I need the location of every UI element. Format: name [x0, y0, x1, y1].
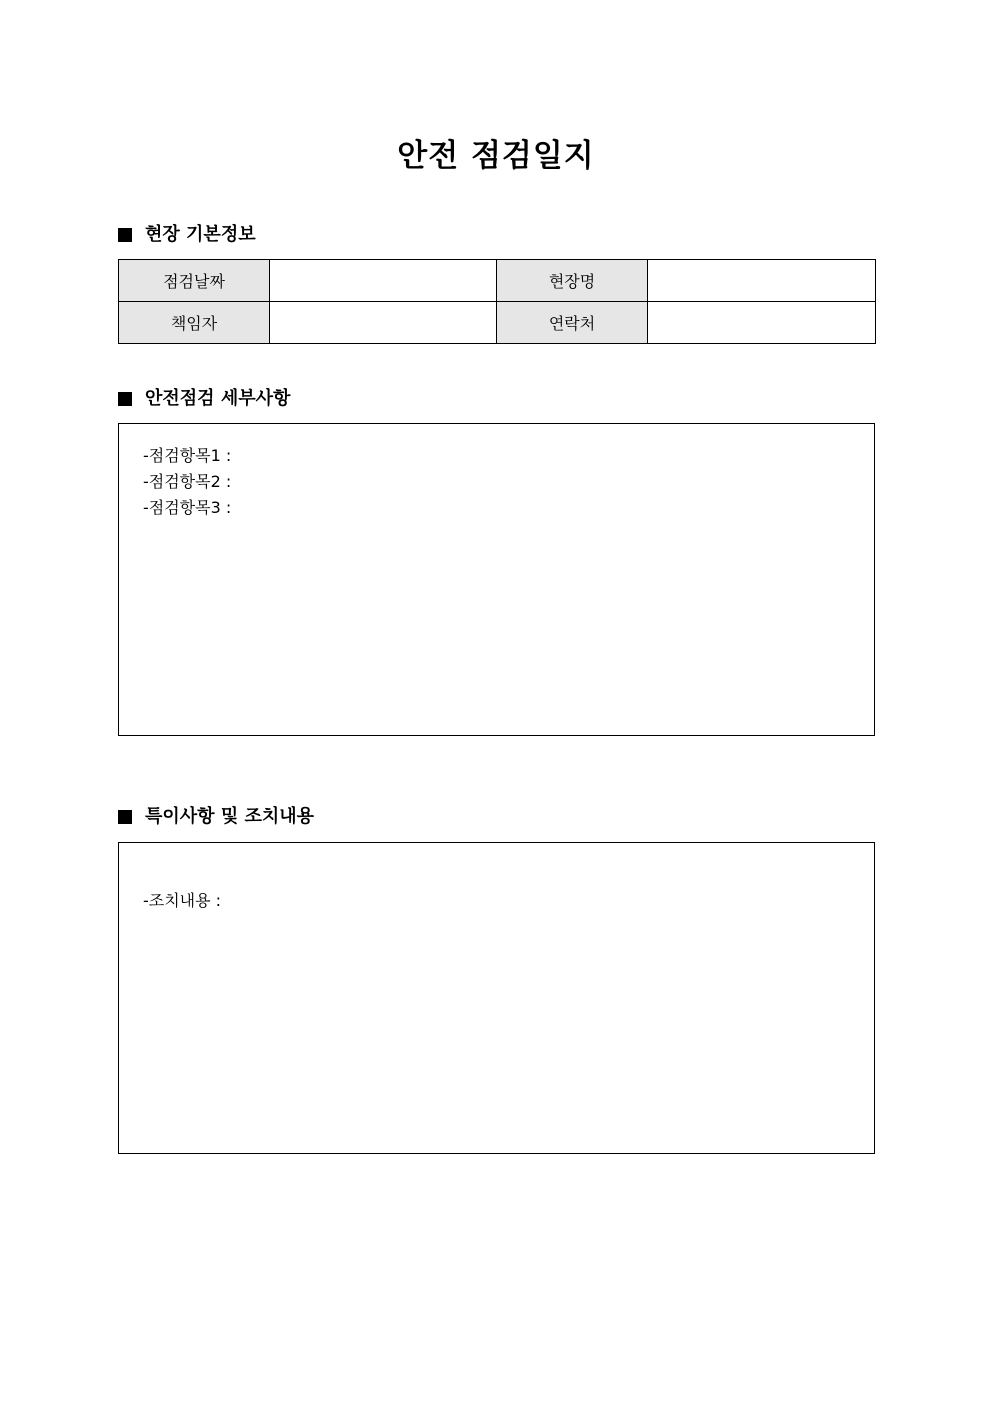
site-name-label: 현장명 [497, 260, 648, 302]
inspection-details-box[interactable] [118, 423, 875, 736]
table-row [119, 260, 876, 302]
manager-label: 책임자 [119, 302, 270, 344]
section-heading-inspection-details [118, 386, 290, 412]
inspection-item-2: -점검항목2 : [143, 472, 232, 491]
page-title: 안전 점검일지 [397, 138, 595, 174]
site-name-value[interactable] [648, 260, 876, 302]
section-heading-inspection-details-label: 안전점검 세부사항 [145, 388, 291, 409]
manager-value[interactable] [270, 302, 497, 344]
action-content-line: -조치내용 : [143, 891, 222, 910]
contact-value[interactable] [648, 302, 876, 344]
square-bullet-icon [118, 228, 132, 242]
contact-label: 연락처 [497, 302, 648, 344]
section-heading-notes-actions-label: 특이사항 및 조치내용 [145, 806, 315, 827]
section-heading-basic-info [118, 222, 256, 248]
square-bullet-icon [118, 810, 132, 824]
inspection-item-3: -점검항목3 : [143, 498, 232, 517]
inspection-date-value[interactable] [270, 260, 497, 302]
inspection-date-label: 점검날짜 [119, 260, 270, 302]
table-row [119, 302, 876, 344]
notes-actions-box[interactable] [118, 842, 875, 1154]
square-bullet-icon [118, 392, 132, 406]
section-heading-notes-actions [118, 804, 314, 830]
inspection-item-1: -점검항목1 : [143, 446, 232, 465]
basic-info-table [118, 259, 876, 344]
section-heading-basic-info-label: 현장 기본정보 [145, 224, 256, 245]
